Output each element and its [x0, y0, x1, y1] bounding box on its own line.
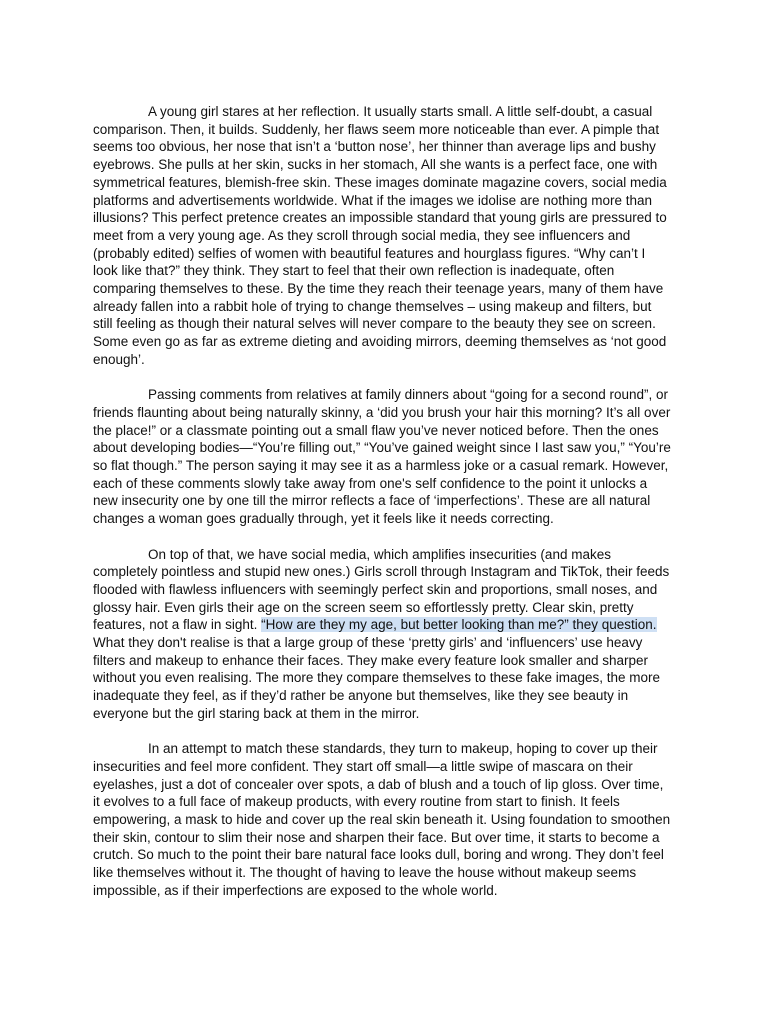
paragraph-3-text-before: On top of that, we have social media, which amplifies insecurities (and makes completely pointless and stupid new ones.) Girls scroll through Instagram and TikTok, their feeds flooded with flawless influencers with seemingly perfect skin and proportions, small noses, and glossy hair. Even girls their age on the screen seem so effortlessly pretty. Clear skin, pretty features, not a flaw in sight.	[93, 546, 670, 633]
paragraph-1: A young girl stares at her reflection. It usually starts small. A little self-doubt, a casual comparison. Then, it builds. Suddenly, her flaws seem more noticeable than ever. A pimple that seems too obvious, her nose that isn’t a ‘button nose’, her thinner than average lips and bushy eyebrows. She pulls at her skin, sucks in her stomach, All she wants is a perfect face, one with symmetrical features, blemish-free skin. These images dominate magazine covers, social media platforms and advertisements worldwide. What if the images we idolise are nothing more than illusions? This perfect pretence creates an impossible standard that young girls are pressured to meet from a very young age. As they scroll through social media, they see influencers and (probably edited) selfies of women with beautiful features and hourglass figures. “Why can’t I look like that?” they think. They start to feel that their own reflection is inadequate, often comparing themselves to these. By the time they reach their teenage years, many of them have already fallen into a rabbit hole of trying to change themselves – using makeup and filters, but still feeling as though their natural selves will never compare to the beauty they see on screen. Some even go as far as extreme dieting and avoiding mirrors, deeming themselves as ‘not good enough’.	[93, 104, 667, 367]
paragraph-3-text-after: What they don't realise is that a large group of these ‘pretty girls’ and ‘influencers’ use heavy filters and makeup to enhance their faces. They make every feature look smaller and sharper without you even realising. The more they compare themselves to these fake images, the more inadequate they feel, as if they’d rather be anyone but themselves, like they see beauty in everyone but the girl staring back at them in the mirror.	[93, 635, 661, 721]
paragraph-4: In an attempt to match these standards, they turn to makeup, hoping to cover up their insecurities and feel more confident. They start off small—a little swipe of mascara on their eyelashes, just a dot of concealer over spots, a dab of blush and a touch of lip gloss. Over time, it evolves to a full face of makeup products, with every routine from start to finish. It feels empowering, a mask to hide and cover up the real skin beneath it. Using foundation to smoothen their skin, contour to slim their nose and sharpen their face. But over time, it starts to become a crutch. So much to the point their bare natural face looks dull, boring and wrong. They don’t feel like themselves without it. The thought of having to leave the house without makeup seems impossible, as if their imperfections are exposed to the whole world.	[93, 741, 671, 898]
document-body	[93, 103, 673, 917]
paragraph-3	[93, 546, 673, 723]
paragraph-2: Passing comments from relatives at family dinners about “going for a second round”, or friends flaunting about being naturally skinny, a ‘did you brush your hair this morning? It’s all over the place!” or a classmate pointing out a small flaw you’ve never noticed before. Then the ones about developing bodies—“You’re filling out,” “You’ve gained weight since I last saw you,” “You’re so flat though.” The person saying it may see it as a harmless joke or a casual remark. However, each of these comments slowly take away from one's self confidence to the point it unlocks a new insecurity one by one till the mirror reflects a face of ‘imperfections’. These are all natural changes a woman goes gradually through, yet it feels like it needs correcting.	[93, 387, 671, 527]
highlighted-selection[interactable]: “How are they my age, but better looking than me?” they question.	[261, 617, 657, 633]
